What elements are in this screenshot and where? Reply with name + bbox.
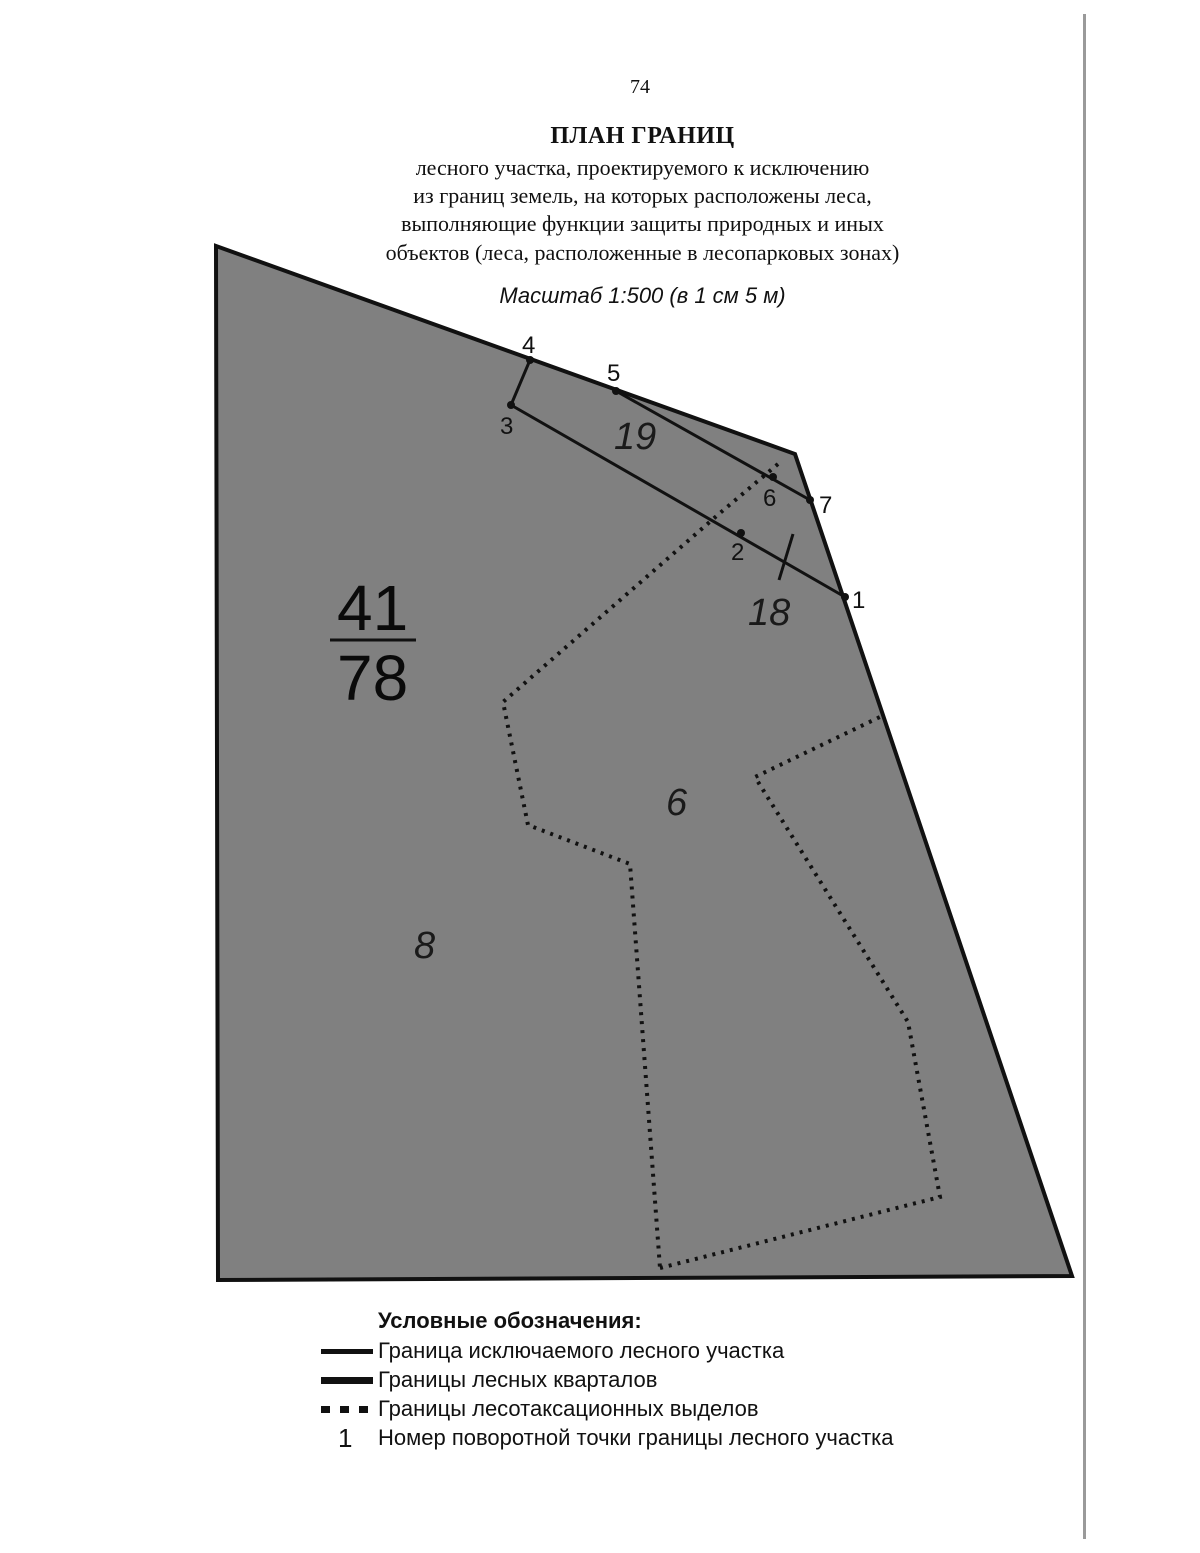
allotment-label-18: 18: [748, 592, 791, 634]
quarter-number-denominator: 78: [337, 642, 409, 714]
map-scale: Масштаб 1:500 (в 1 см 5 м): [499, 283, 786, 308]
quarter-number-numerator: 41: [337, 572, 409, 644]
legend-title: Условные обозначения:: [378, 1308, 642, 1333]
subtitle-line-4: объектов (леса, расположенные в лесопарковых зонах): [385, 240, 900, 265]
turning-point-5-marker: [612, 387, 620, 395]
turning-point-1-label: 1: [852, 587, 866, 614]
legend-thick-line-symbol: [321, 1377, 373, 1384]
legend-item-label: Границы лесных кварталов: [378, 1367, 658, 1392]
allotment-label-8: 8: [414, 925, 436, 967]
allotment-label-6: 6: [666, 782, 688, 824]
turning-point-2-marker: [737, 529, 745, 537]
turning-point-5-label: 5: [607, 360, 621, 387]
turning-point-2-label: 2: [731, 539, 745, 566]
legend-dotted-line-symbol: [321, 1406, 373, 1413]
legend-number-symbol: 1: [338, 1423, 353, 1453]
page-number: 74: [630, 76, 650, 98]
quarter-number: [330, 572, 416, 714]
turning-point-3-marker: [507, 401, 515, 409]
turning-point-6-marker: [769, 473, 777, 481]
turning-point-7-marker: [806, 496, 814, 504]
legend-item-label: Граница исключаемого лесного участка: [378, 1338, 785, 1363]
subtitle-line-2: из границ земель, на которых расположены леса,: [413, 183, 872, 208]
legend-item-label: Границы лесотаксационных выделов: [378, 1396, 759, 1421]
turning-point-1-marker: [841, 593, 849, 601]
turning-point-3-label: 3: [500, 413, 514, 440]
legend-solid-line-symbol: [321, 1349, 373, 1354]
allotment-label-19: 19: [614, 416, 657, 458]
forest-quarter-area: [216, 246, 1072, 1280]
plan-title: ПЛАН ГРАНИЦ: [550, 123, 735, 149]
subtitle-line-3: выполняющие функции защиты природных и иных: [401, 211, 884, 236]
subtitle-line-1: лесного участка, проектируемого к исключению: [415, 155, 870, 180]
turning-point-7-label: 7: [819, 492, 833, 519]
legend-item-label: Номер поворотной точки границы лесного участка: [378, 1425, 894, 1450]
turning-point-4-label: 4: [522, 332, 536, 359]
turning-point-6-label: 6: [763, 485, 777, 512]
